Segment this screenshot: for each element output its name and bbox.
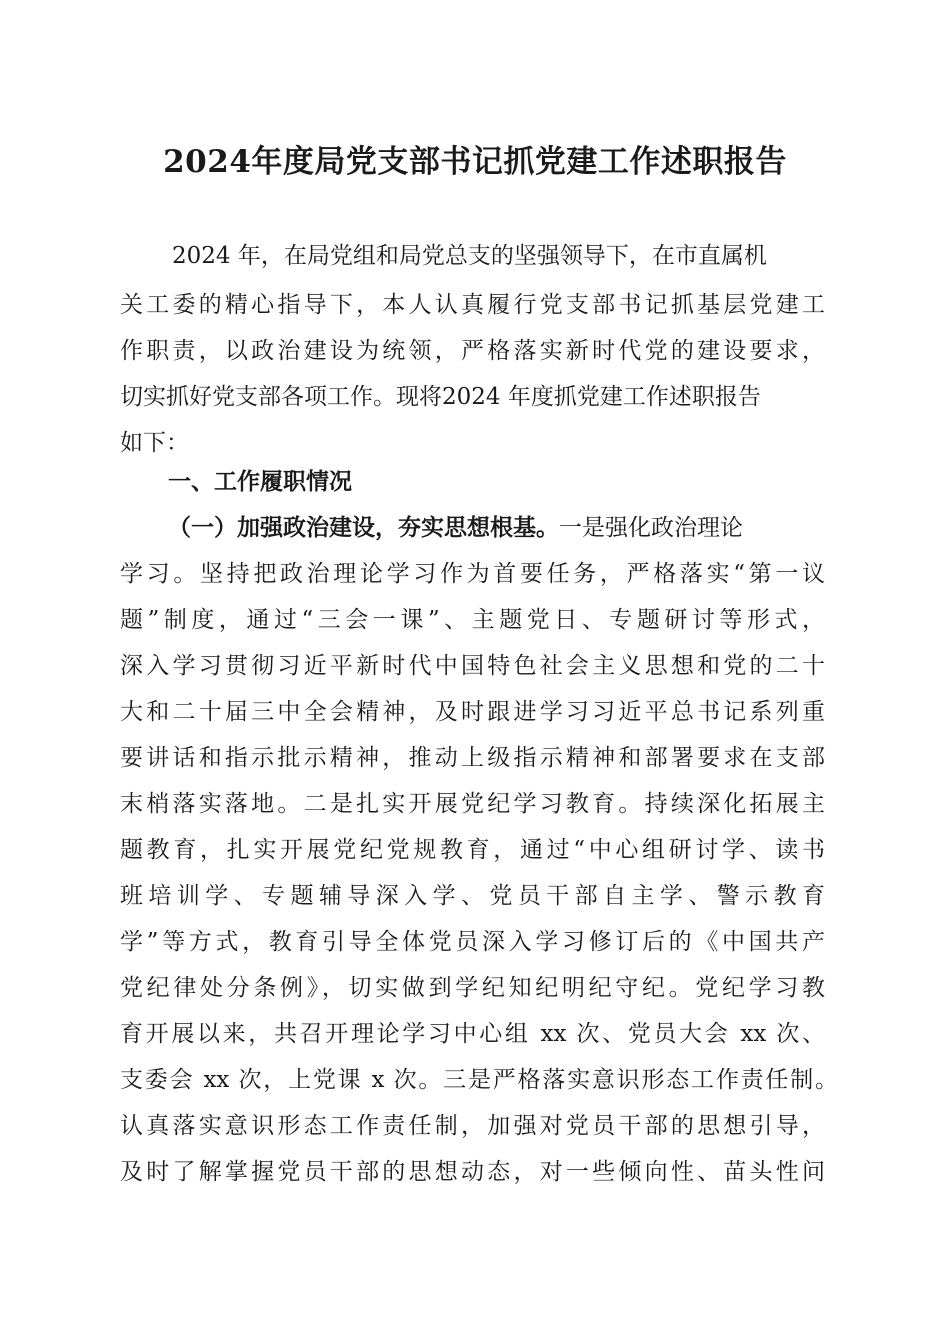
body-line-3: 深入学习贯彻习近平新时代中国特色社会主义思想和党的二十 [120, 653, 825, 679]
body-line-8: 班培训学、专题辅导深入学、党员干部自主学、警示教育 [120, 883, 825, 909]
body-line-12: 支委会 xx 次，上党课 x 次。三是严格落实意识形态工作责任制。 [120, 1067, 838, 1093]
body-line-2: 题”制度，通过“三会一课”、主题党日、专题研讨等形式， [120, 607, 825, 633]
intro-line-4: 切实抓好党支部各项工作。现将2024 年度抓党建工作述职报告 [120, 384, 761, 410]
body-line-11: 育开展以来，共召开理论学习中心组 xx 次、党员大会 xx 次、 [120, 1021, 825, 1047]
subsection-title: （一）加强政治建设，夯实思想根基。 [168, 514, 559, 541]
body-line-10: 党纪律处分条例》，切实做到学纪知纪明纪守纪。党纪学习教 [120, 975, 825, 1001]
intro-line-3: 作职责，以政治建设为统领，严格落实新时代党的建设要求， [120, 338, 825, 364]
body-line-9: 学”等方式，教育引导全体党员深入学习修订后的《中国共产 [120, 929, 825, 955]
body-line-7: 题教育，扎实开展党纪党规教育，通过“中心组研讨学、读书 [120, 837, 825, 863]
subsection-first-line [168, 512, 828, 544]
body-line-13: 认真落实意识形态工作责任制，加强对党员干部的思想引导， [120, 1113, 825, 1139]
section-heading: 一、工作履职情况 [168, 469, 352, 495]
body-line-6: 末梢落实落地。二是扎实开展党纪学习教育。持续深化拓展主 [120, 791, 825, 817]
intro-line-2: 关工委的精心指导下，本人认真履行党支部书记抓基层党建工 [120, 292, 825, 318]
body-line-4: 大和二十届三中全会精神，及时跟进学习习近平总书记系列重 [120, 699, 825, 725]
document-title: 2024年度局党支部书记抓党建工作述职报告 [163, 144, 787, 180]
body-line-5: 要讲话和指示批示精神，推动上级指示精神和部署要求在支部 [120, 745, 825, 771]
body-line-14: 及时了解掌握党员干部的思想动态，对一些倾向性、苗头性问 [120, 1159, 825, 1185]
subsection-first-line-rest: 一是强化政治理论 [559, 515, 743, 541]
intro-line-5: 如下： [120, 430, 189, 456]
body-line-1: 学习。坚持把政治理论学习作为首要任务，严格落实“第一议 [120, 561, 825, 587]
intro-line-1: 2024 年，在局党组和局党总支的坚强领导下，在市直属机 [172, 243, 767, 269]
